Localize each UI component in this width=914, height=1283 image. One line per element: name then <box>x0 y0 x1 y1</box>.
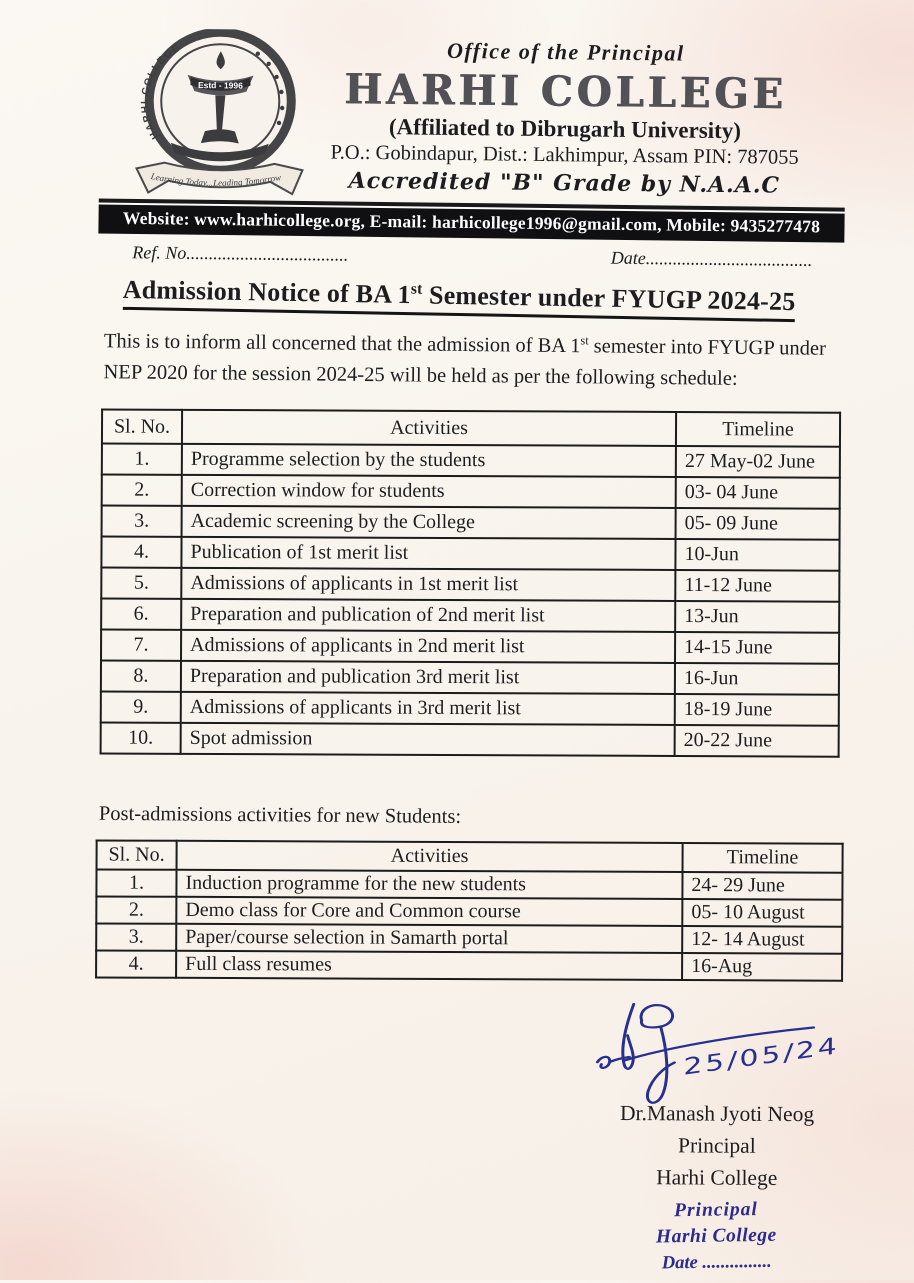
ref-no-line: Ref. No.................................... <box>132 242 349 265</box>
notice-title <box>122 275 795 322</box>
timeline-cell: 20-22 June <box>675 725 839 757</box>
timeline-cell: 05- 10 August <box>682 899 842 927</box>
notice-body-text: This is to inform all concerned that the admission of BA 1 <box>103 330 581 358</box>
table-row <box>101 630 839 664</box>
sl-cell: 5. <box>101 568 181 599</box>
notice-title-text2: Semester under FYUGP 2024-25 <box>422 280 796 317</box>
activity-cell: Admissions of applicants in 3rd merit list <box>181 692 675 725</box>
timeline-cell: 27 May-02 June <box>676 446 840 478</box>
logo-motto-text: Learning Today...Leading Tomorrow <box>149 171 282 188</box>
activity-cell: Admissions of applicants in 2nd merit list <box>181 630 675 663</box>
activity-cell: Correction window for students <box>182 475 676 508</box>
activity-cell: Programme selection by the students <box>182 444 676 477</box>
activity-cell: Induction programme for the new students <box>176 870 682 899</box>
timeline-cell: 16-Jun <box>675 663 839 695</box>
sl-cell: 1. <box>96 870 176 897</box>
activity-cell: Preparation and publication 3rd merit list <box>181 661 675 694</box>
notice-body-text2: semester into FYUGP under NEP 2020 for the session 2024-25 will be held as per the following schedule: <box>103 335 826 391</box>
sl-cell: 4. <box>96 951 176 978</box>
table-row <box>101 661 839 695</box>
table-row <box>101 568 839 602</box>
table-row <box>101 599 839 633</box>
sl-cell: 4. <box>101 537 181 568</box>
stamp-date: Date ............... <box>661 1251 772 1274</box>
table-row <box>102 475 840 509</box>
activity-cell: Academic screening by the College <box>182 506 676 539</box>
sl-no-header: Sl. No. <box>97 841 177 870</box>
sl-cell: 2. <box>102 475 182 506</box>
contact-bar-frame <box>98 199 844 243</box>
sl-cell: 7. <box>101 630 181 661</box>
sl-no-header: Sl. No. <box>102 410 182 444</box>
sl-cell: 8. <box>101 661 181 692</box>
timeline-cell: 18-19 June <box>675 694 839 726</box>
address-line: P.O.: Gobindapur, Dist.: Lakhimpur, Assam PIN: 787055 <box>330 141 799 169</box>
activity-cell: Publication of 1st merit list <box>181 537 675 570</box>
accreditation-line: Accredited "B" Grade by N.A.A.C <box>348 167 781 199</box>
table-row <box>101 537 839 571</box>
timeline-cell: 10-Jun <box>675 539 839 571</box>
timeline-cell: 24- 29 June <box>682 872 842 900</box>
timeline-cell: 11-12 June <box>675 570 839 602</box>
date-line: Date..................................... <box>610 247 813 270</box>
notice-body-sup: st <box>580 333 589 348</box>
activity-cell: Paper/course selection in Samarth portal <box>176 924 682 953</box>
principal-name: Dr.Manash Jyoti Neog <box>619 1101 815 1127</box>
activity-cell: Preparation and publication of 2nd merit list <box>181 599 675 632</box>
admission-schedule-table <box>100 409 842 758</box>
table-row <box>102 506 840 540</box>
ref-date-row <box>132 242 812 271</box>
logo-arc-text: HARHI COLLEGE <box>139 42 183 141</box>
contact-bar: Website: www.harhicollege.org, E-mail: harhicollege1996@gmail.com, Mobile: 9435277478 <box>98 205 844 243</box>
activity-cell: Demo class for Core and Common course <box>176 897 682 926</box>
timeline-header: Timeline <box>683 843 843 873</box>
principal-signature <box>567 995 868 1109</box>
handwritten-date: 25/05/24 <box>680 1033 843 1081</box>
college-name: HARHI COLLEGE <box>343 64 787 119</box>
logo-estd-text: Estd - 1996 <box>197 80 243 91</box>
timeline-cell: 13-Jun <box>675 601 839 633</box>
timeline-cell: 03- 04 June <box>676 477 840 509</box>
table-header-row <box>97 841 843 873</box>
principal-college: Harhi College <box>656 1165 778 1191</box>
table-row <box>101 692 839 726</box>
timeline-cell: 12- 14 August <box>682 926 842 954</box>
affiliation-line: (Affiliated to Dibrugarh University) <box>388 114 742 144</box>
activity-cell: Full class resumes <box>176 951 682 980</box>
timeline-cell: 14-15 June <box>675 632 839 664</box>
post-admissions-table <box>95 840 844 982</box>
table-row <box>101 723 839 757</box>
notice-body <box>103 326 846 396</box>
office-line: Office of the Principal <box>446 37 685 66</box>
timeline-cell: 05- 09 June <box>676 508 840 540</box>
post-admissions-heading: Post-admissions activities for new Students: <box>98 803 462 829</box>
letterhead <box>2 0 914 200</box>
stamp-college: Harhi College <box>655 1225 777 1249</box>
principal-designation: Principal <box>678 1133 756 1159</box>
sl-cell: 1. <box>102 444 182 475</box>
activity-cell: Spot admission <box>181 723 675 756</box>
notice-title-text: Admission Notice of BA 1 <box>122 274 411 310</box>
sl-cell: 2. <box>96 897 176 924</box>
activities-header: Activities <box>182 410 676 446</box>
sl-cell: 10. <box>101 723 181 754</box>
college-emblem-graphic <box>128 28 312 204</box>
stamp-designation: Principal <box>673 1199 758 1222</box>
table-header-row <box>102 410 840 447</box>
college-logo <box>128 28 312 209</box>
notice-title-wrap <box>2 273 914 325</box>
table-row <box>102 444 840 478</box>
table-row <box>96 951 842 981</box>
table-row <box>96 870 842 900</box>
sl-cell: 6. <box>101 599 181 630</box>
table-row <box>96 924 842 954</box>
notice-title-sup: st <box>410 280 423 298</box>
signature-block <box>548 995 886 1277</box>
sl-cell: 3. <box>102 506 182 537</box>
table-row <box>96 897 842 927</box>
sl-cell: 9. <box>101 692 181 723</box>
sl-cell: 3. <box>96 924 176 951</box>
timeline-cell: 16-Aug <box>682 953 842 981</box>
activities-header: Activities <box>177 841 683 872</box>
timeline-header: Timeline <box>676 412 840 447</box>
letterhead-text <box>290 36 840 199</box>
activity-cell: Admissions of applicants in 1st merit list <box>181 568 675 601</box>
office-stamp <box>548 1195 885 1278</box>
